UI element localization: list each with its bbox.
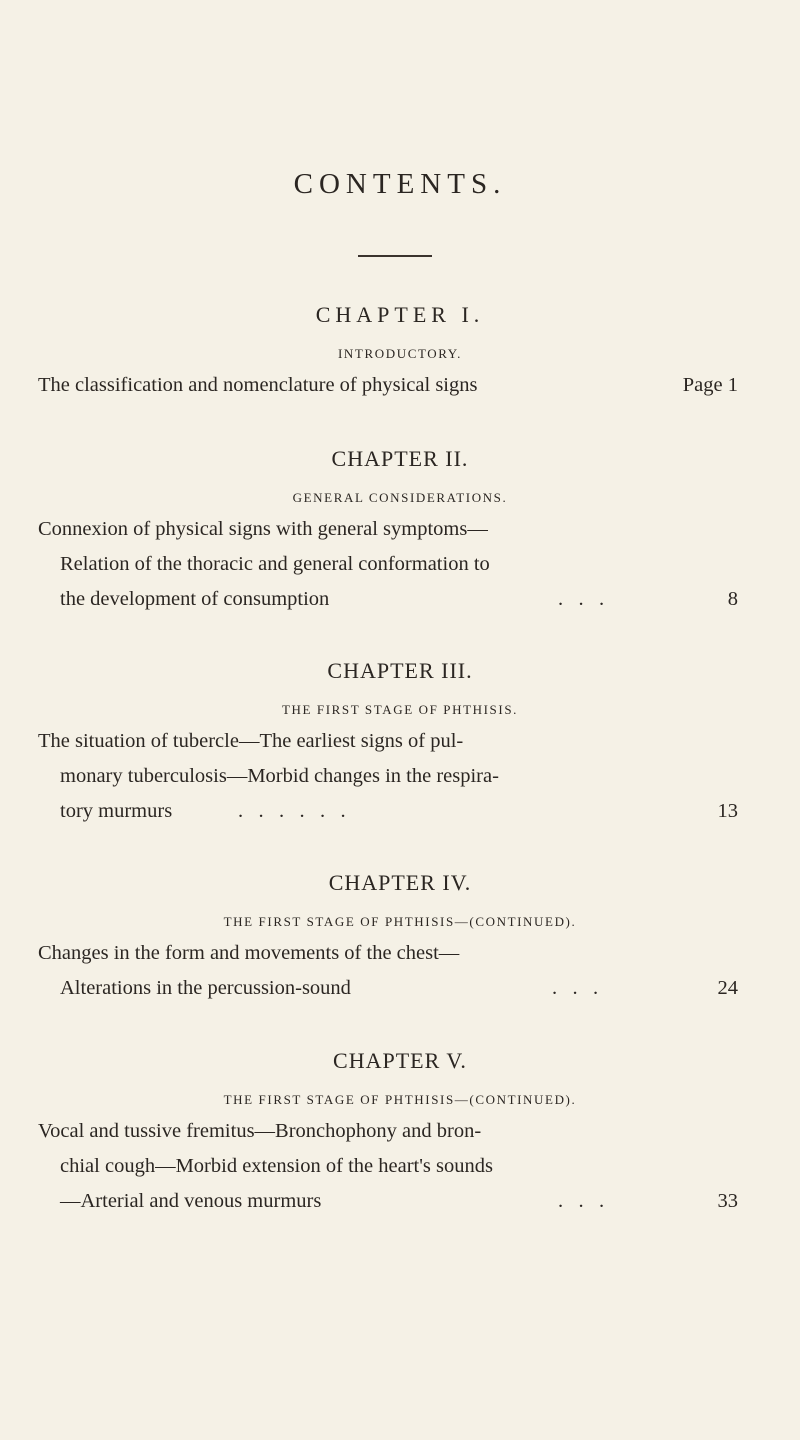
chapter-5-line: Vocal and tussive fremitus—Bronchophony and bron- — [38, 1120, 482, 1142]
chapter-2-line: Connexion of physical signs with general symptoms— — [38, 518, 488, 540]
chapter-5-line-text: —Arterial and venous murmurs — [60, 1190, 322, 1212]
chapter-1-heading: CHAPTER I. — [315, 302, 485, 327]
chapter-5-line: chial cough—Morbid extension of the heart's sounds — [60, 1155, 493, 1177]
chapter-5-entry — [38, 1114, 738, 1219]
chapter-2-line-last — [38, 582, 738, 617]
chapter-1-page: Page 1 — [682, 374, 738, 396]
chapter-4-leaders: . . . — [552, 977, 599, 999]
chapter-2-line-text: the development of consumption — [60, 588, 330, 610]
chapter-3-line: The situation of tubercle—The earliest signs of pul- — [38, 730, 464, 752]
chapter-4-line: Changes in the form and movements of the chest— — [38, 942, 460, 964]
chapter-1-subtitle: INTRODUCTORY. — [338, 346, 462, 361]
chapter-2-entry — [38, 512, 738, 617]
chapter-4-page: 24 — [717, 977, 738, 999]
chapter-2-line: Relation of the thoracic and general conformation to — [60, 553, 490, 575]
chapter-4-line-text: Alterations in the percussion-sound — [60, 977, 351, 999]
chapter-5-leaders: . . . — [558, 1190, 605, 1212]
chapter-5-subtitle: THE FIRST STAGE OF PHTHISIS—(CONTINUED). — [223, 1092, 577, 1107]
chapter-3-leaders: . . . . . . — [238, 800, 346, 822]
chapter-4-subtitle: THE FIRST STAGE OF PHTHISIS—(CONTINUED). — [223, 914, 577, 929]
chapter-2-subtitle: GENERAL CONSIDERATIONS. — [292, 490, 508, 505]
chapter-3-heading: CHAPTER III. — [327, 658, 473, 683]
chapter-3-line-last — [38, 794, 738, 829]
chapter-5-page: 33 — [717, 1190, 738, 1212]
chapter-1-entry — [38, 368, 738, 403]
chapter-5-line-last — [38, 1184, 738, 1219]
chapter-4-entry — [38, 936, 738, 1006]
chapter-2-leaders: . . . — [558, 588, 605, 610]
chapter-1-line-text: The classification and nomenclature of physical signs — [38, 374, 478, 396]
chapter-3-page: 13 — [717, 800, 738, 822]
chapter-2-page: 8 — [727, 588, 738, 610]
chapter-2-heading: CHAPTER II. — [331, 446, 469, 471]
chapter-4-line-last — [38, 971, 738, 1006]
chapter-3-entry — [38, 724, 738, 829]
chapter-4-heading: CHAPTER IV. — [328, 870, 472, 895]
chapter-1-line — [38, 368, 738, 403]
chapter-3-line-text: tory murmurs — [60, 800, 173, 822]
title-rule — [358, 255, 432, 257]
chapter-5-heading: CHAPTER V. — [333, 1048, 467, 1073]
chapter-3-line: monary tuberculosis—Morbid changes in the respira- — [60, 765, 499, 787]
contents-title: CONTENTS. — [293, 168, 507, 200]
chapter-3-subtitle: THE FIRST STAGE OF PHTHISIS. — [281, 702, 519, 717]
